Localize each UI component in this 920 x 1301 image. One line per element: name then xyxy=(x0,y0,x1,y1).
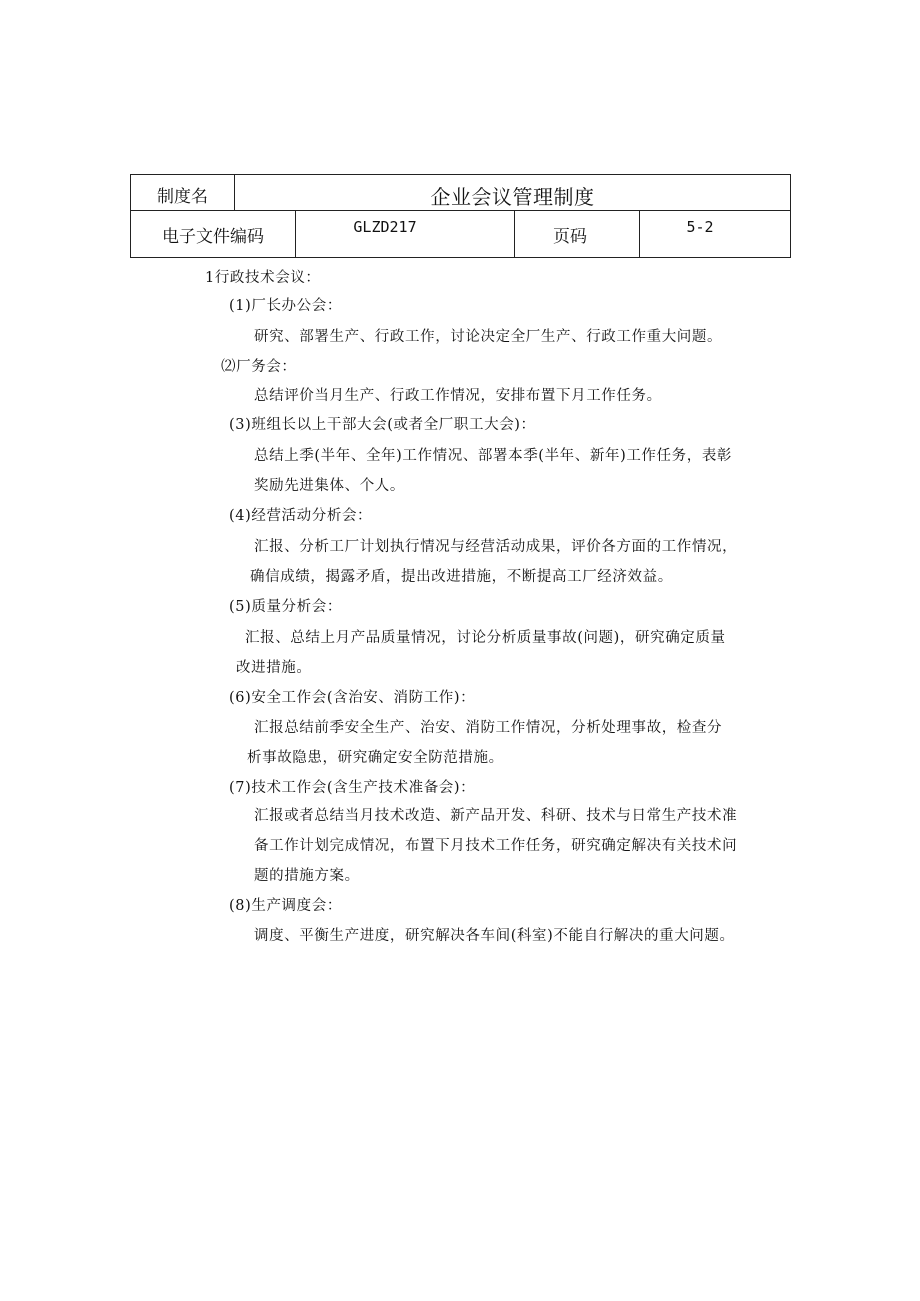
item-body-line: 汇报总结前季安全生产、治安、消防工作情况，分析处理事故，检查分 xyxy=(254,720,723,736)
item-heading: (7)技术工作会(含生产技术准备会)： xyxy=(229,780,476,796)
item-body-line: 奖励先进集体、个人。 xyxy=(254,478,405,494)
item-heading: (5)质量分析会： xyxy=(229,599,342,615)
section-heading: 1行政技术会议： xyxy=(205,270,321,286)
item-heading: (4)经营活动分析会： xyxy=(229,508,373,524)
item-body-line: 汇报、分析工厂计划执行情况与经营活动成果，评价各方面的工作情况， xyxy=(254,539,738,555)
item-body-line: 析事故隐患，研究确定安全防范措施。 xyxy=(247,750,504,766)
item-heading: (3)班组长以上干部大会(或者全厂职工大会)： xyxy=(229,417,536,433)
item-body-line: 题的措施方案。 xyxy=(254,868,360,884)
file-code-label: 电子文件编码 xyxy=(131,211,296,258)
item-body-line: 确信成绩，揭露矛盾，提出改进措施，不断提高工厂经济效益。 xyxy=(250,569,673,585)
item-body-line: 汇报或者总结当月技术改造、新产品开发、科研、技术与日常生产技术准 xyxy=(254,808,738,824)
item-body-line: 改进措施。 xyxy=(236,660,312,676)
document-title: 企业会议管理制度 xyxy=(235,175,791,211)
item-body-line: 汇报、总结上月产品质量情况，讨论分析质量事故(问题)，研究确定质量 xyxy=(245,630,726,646)
file-code-value: GLZD217 xyxy=(296,211,515,258)
item-heading: ⑵厂务会： xyxy=(221,359,297,375)
system-name-label: 制度名 xyxy=(131,175,235,211)
page-label: 页码 xyxy=(515,211,640,258)
item-body-line: 总结上季(半年、全年)工作情况、部署本季(半年、新年)工作任务，表彰 xyxy=(254,448,733,464)
header-row-meta xyxy=(131,211,791,258)
item-body-line: 备工作计划完成情况，布置下月技术工作任务，研究确定解决有关技术问 xyxy=(254,838,738,854)
item-body-line: 总结评价当月生产、行政工作情况，安排布置下月工作任务。 xyxy=(254,388,662,404)
item-heading: (1)厂长办公会： xyxy=(229,298,342,314)
item-heading: (6)安全工作会(含治安、消防工作)： xyxy=(229,690,476,706)
header-row-title xyxy=(131,175,791,211)
item-body-line: 调度、平衡生产进度，研究解决各车间(科室)不能自行解决的重大问题。 xyxy=(254,928,735,944)
page-number: 5-2 xyxy=(640,211,791,258)
document-header-table xyxy=(130,174,791,258)
item-body-line: 研究、部署生产、行政工作，讨论决定全厂生产、行政工作重大问题。 xyxy=(254,329,723,345)
item-heading: (8)生产调度会： xyxy=(229,898,342,914)
